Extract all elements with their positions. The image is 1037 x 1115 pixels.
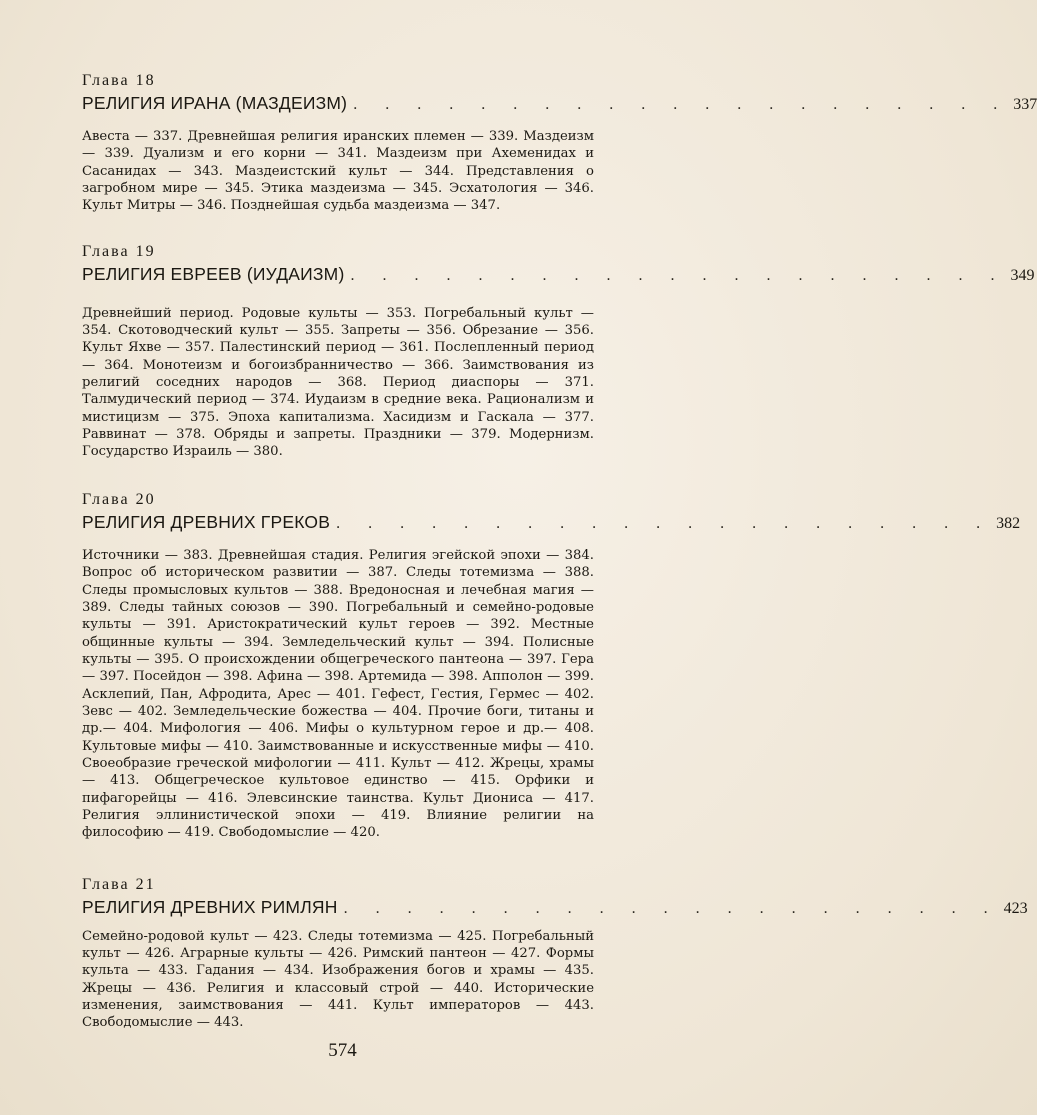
chapter-contents: Авеста — 337. Древнейшая религия иранских племен — 339. Маздеизм — 339. Дуализм и его корни — 341. Маздеизм при Ахеменидах и Сасанидах — 343. Маздеистский культ — 344. Представления о загробном мире — 345. Этика маздеизма — 345. Эсхатология — 346. Культ Митры — 346. Позднейшая судьба маздеизма — 347. — [82, 129, 594, 214]
chapter-title-row — [82, 263, 1035, 287]
chapter-title-row — [82, 511, 1021, 535]
chapter-label: Глава 20 — [82, 490, 156, 508]
chapter-title: РЕЛИГИЯ ДРЕВНИХ РИМЛЯН — [82, 896, 338, 917]
chapter-19 — [82, 242, 1035, 461]
chapter-contents: Источники — 383. Древнейшая стадия. Религия эгейской эпохи — 384. Вопрос об историческом развитии — 387. Следы тотемизма — 388. Следы промысловых культов — 388. Вредоносная и лечебная магия — 389. Следы тайных союзов — 390. Погребальный и семейно-родовые культы — 391. Аристократический культ героев — 392. Местные общинные культы — 394. Земледельческий культ — 394. Полисные культы — 395. О происхождении общегреческого пантеона — 397. Гера — 397. Посейдон — 398. Афина — 398. Артемида — 398. Апполон — 399. Асклепий, Пан, Афродита, Арес — 401. Гефест, Гестия, Гермес — 402. Зевс — 402. Земледельческие божества — 404. Прочие боги, титаны и др.— 404. Мифология — 406. Мифы о культурном герое и др.— 408. Культовые мифы — 410. Заимствованные и искусственные мифы — 410. Своеобразие греческой мифологии — 411. Культ — 412. Жрецы, храмы — 413. Общегреческое культовое единство — 415. Орфики и пифагорейцы — 416. Элевсинские таинства. Культ Диониса — 417. Религия эллинистической эпохи — 419. Влияние религии на философию — 419. Свободомыслие — 420. — [82, 547, 594, 841]
chapter-title: РЕЛИГИЯ ИРАНА (МАЗДЕИЗМ) — [82, 93, 348, 113]
chapter-page-number: 349 — [1010, 266, 1035, 284]
chapter-title: РЕЛИГИЯ ДРЕВНИХ ГРЕКОВ — [82, 511, 331, 532]
chapter-label: Глава 18 — [82, 72, 156, 89]
chapter-page-number: 423 — [1003, 899, 1028, 917]
chapter-page-number: 337 — [1013, 96, 1037, 113]
chapter-page-number: 382 — [996, 514, 1021, 532]
leader-dots: . . . . . . . . . . . . . . . . . . . . . — [336, 514, 993, 532]
page-number: 574 — [328, 1040, 357, 1061]
chapter-label: Глава 21 — [82, 875, 156, 893]
chapter-20 — [82, 490, 1021, 842]
chapter-contents: Древнейший период. Родовые культы — 353. Погребальный культ — 354. Скотоводческий культ — 355. Запреты — 356. Обрезание — 356. Культ Яхве — 357. Палестинский период — 361. Послепленный период — 364. Монотеизм и богоизбранничество — 366. Заимствования из религий соседних народов — 368. Период диаспоры — 371. Талмудический период — 374. Иудаизм в средние века. Рационализм и мистицизм — 375. Эпоха капитализма. Хасидизм и Гаскала — 377. Раввинат — 378. Обряды и запреты. Праздники — 379. Модернизм. Государство Израиль — 380. — [82, 305, 594, 460]
chapter-title-row — [82, 92, 1037, 116]
leader-dots: . . . . . . . . . . . . . . . . . . . . . — [350, 266, 1007, 284]
chapter-18 — [82, 72, 1037, 215]
chapter-21 — [82, 875, 1028, 1032]
leader-dots: . . . . . . . . . . . . . . . . . . . . . — [343, 899, 1000, 917]
chapter-title-row — [82, 896, 1028, 920]
chapter-label: Глава 19 — [82, 242, 156, 260]
table-of-contents — [82, 64, 1037, 1032]
chapter-contents: Семейно-родовой культ — 423. Следы тотемизма — 425. Погребальный культ — 426. Аграрные культы — 426. Римский пантеон — 427. Формы культа — 433. Гадания — 434. Изображения богов и храмы — 435. Жрецы — 436. Религия и классовый строй — 440. Исторические изменения, заимствования — 441. Культ императоров — 443. Свободомыслие — 443. — [82, 928, 594, 1031]
leader-dots: . . . . . . . . . . . . . . . . . . . . . — [353, 96, 1010, 113]
chapter-title: РЕЛИГИЯ ЕВРЕЕВ (ИУДАИЗМ) — [82, 263, 345, 284]
